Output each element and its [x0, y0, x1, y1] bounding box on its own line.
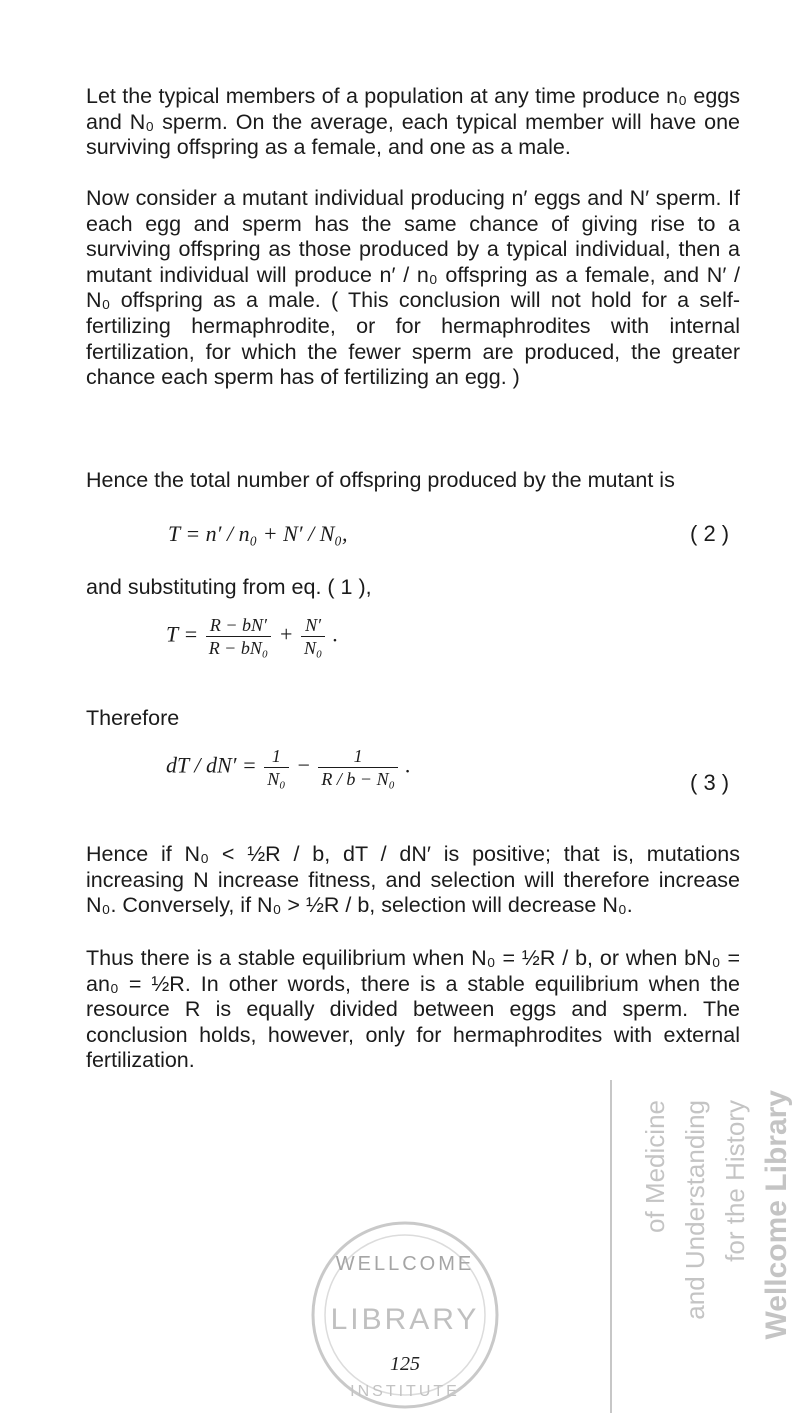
- equation-2-number: ( 2 ): [690, 521, 730, 546]
- paragraph-7-text: Thus there is a stable equilibrium when N₀ = ½R / b, or when bN₀ = an₀ = ½R. In other words, there is a stable equilibrium when the resource R is equally divided between eggs and sperm. The conclusion holds, however, only for hermaphrodites with external fertilization.: [86, 946, 740, 1073]
- paragraph-5-text: Therefore: [86, 706, 180, 730]
- paragraph-4: [86, 575, 740, 601]
- stamp-top-text: WELLCOME: [335, 1253, 475, 1275]
- eq3-lhs: dT / dN′ =: [166, 752, 257, 778]
- equation-substituted: [166, 614, 338, 659]
- eq3-fraction-2: [318, 745, 397, 790]
- eq3-frac1-numerator: 1: [264, 745, 288, 768]
- equation-3: [166, 745, 411, 790]
- eq3-minus: −: [296, 752, 311, 778]
- eq-sub-lhs: T =: [166, 621, 199, 647]
- paragraph-7: [86, 946, 740, 1074]
- paragraph-3-text: Hence the total number of offspring produced by the mutant is: [86, 468, 675, 492]
- paragraph-1: [86, 84, 740, 161]
- eq3-end: .: [405, 752, 411, 778]
- paragraph-3: [86, 468, 740, 494]
- paragraph-1-text: Let the typical members of a population at any time produce n₀ eggs and N₀ sperm. On the average, each typical member will have one surviving offspring as a female, and one as a male.: [86, 84, 740, 160]
- library-watermark: [610, 1080, 800, 1413]
- equation-3-number: ( 3 ): [690, 770, 730, 795]
- watermark-divider: [610, 1080, 612, 1413]
- watermark-line-1: Wellcome Library: [760, 1090, 793, 1340]
- paragraph-4-text: and substituting from eq. ( 1 ),: [86, 575, 372, 599]
- equation-2: [168, 521, 348, 547]
- library-stamp: [300, 1205, 510, 1415]
- eq3-frac2-denominator: R / b − N₀: [321, 769, 395, 789]
- eq3-frac2-numerator: 1: [318, 745, 397, 768]
- eq3-frac1-denominator: N₀: [267, 769, 286, 789]
- watermark-line-2: for the History: [720, 1100, 750, 1262]
- stamp-middle-text: LIBRARY: [330, 1303, 480, 1336]
- eq-sub-frac1-numerator: R − bN′: [206, 614, 271, 637]
- eq-sub-end: .: [332, 621, 339, 647]
- stamp-bottom-text: INSTITUTE: [350, 1383, 460, 1400]
- eq-sub-frac1-denominator: R − bN₀: [208, 638, 269, 658]
- paragraph-5: [86, 706, 740, 732]
- watermark-line-4: of Medicine: [640, 1100, 670, 1233]
- eq-sub-fraction-1: [206, 614, 271, 659]
- eq3-fraction-1: [264, 745, 288, 790]
- paragraph-6-text: Hence if N₀ < ½R / b, dT / dN′ is positive; that is, mutations increasing N increase fitness, and selection will therefore increase N₀. Conversely, if N₀ > ½R / b, selection will decrease N₀.: [86, 842, 740, 918]
- eq-sub-frac2-denominator: N₀: [303, 638, 323, 658]
- paragraph-6: [86, 842, 740, 919]
- eq-sub-fraction-2: [301, 614, 325, 659]
- eq-sub-plus: +: [278, 621, 294, 647]
- stamp-page-number: 125: [390, 1353, 420, 1375]
- equation-2-expr: T = n′ / n₀ + N′ / N₀,: [168, 521, 348, 546]
- watermark-line-3: and Understanding: [680, 1100, 710, 1320]
- paragraph-2-text: Now consider a mutant individual producing n′ eggs and N′ sperm. If each egg and sperm has the same chance of giving rise to a surviving offspring as those produced by a typical individual, then a mutant individual will produce n′ / n₀ offspring as a female, and N′ / N₀ offspring as a male. ( This conclusion will not hold for a self-fertilizing hermaphrodite, or for hermaphrodites with internal fertilization, for which the fewer sperm are produced, the greater chance each sperm has of fertilizing an egg. ): [86, 186, 740, 390]
- paragraph-2: [86, 186, 740, 391]
- eq-sub-frac2-numerator: N′: [301, 614, 325, 637]
